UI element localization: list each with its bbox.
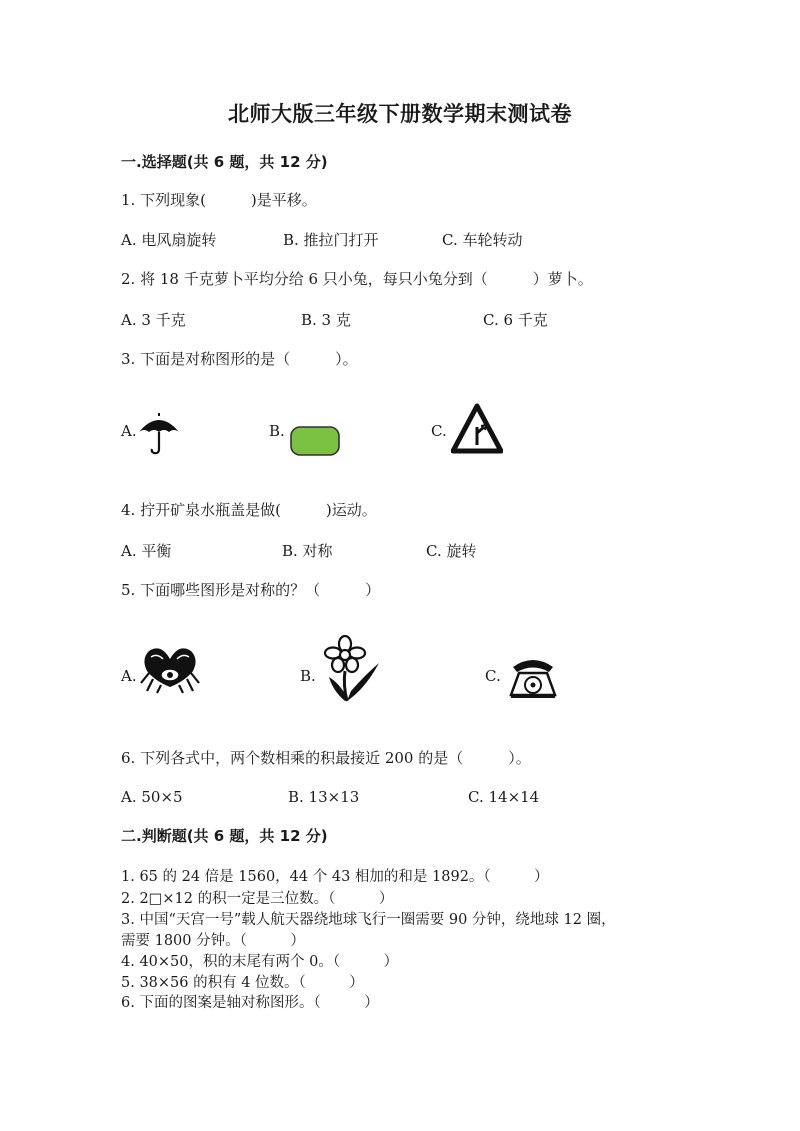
judgment-item-2: 2. 2□×12 的积一定是三位数。（ ）	[121, 891, 394, 907]
question-5-option-a: A.	[121, 667, 137, 685]
question-3-option-b: B.	[269, 422, 285, 440]
judgment-item-1: 1. 65 的 24 倍是 1560，44 个 43 相加的和是 1892。（ ）	[121, 869, 549, 885]
green-rounded-rectangle	[289, 425, 341, 457]
judgment-item-4: 4. 40×50，积的末尾有两个 0。（ ）	[121, 954, 399, 970]
question-4-option-c: C. 旋转	[426, 542, 477, 560]
bug-icon	[139, 645, 201, 695]
question-4-option-a: A. 平衡	[121, 542, 172, 560]
question-3-option-a: A.	[121, 422, 137, 440]
question-6-option-b: B. 13×13	[288, 788, 360, 806]
question-2-option-b: B. 3 克	[301, 311, 351, 329]
telephone-icon	[507, 655, 559, 701]
question-1-option-a: A. 电风扇旋转	[121, 231, 217, 249]
question-3-stem: 3. 下面是对称图形的是（ ）。	[121, 350, 358, 368]
question-1-option-b: B. 推拉门打开	[283, 231, 379, 249]
section-heading-true-false: 二.判断题(共 6 题，共 12 分)	[121, 827, 328, 845]
question-2-option-c: C. 6 千克	[483, 311, 548, 329]
judgment-item-3: 3. 中国“天宫一号”载人航天器绕地球飞行一圈需要 90 分钟，绕地球 12 圈，	[121, 912, 616, 928]
flower-icon	[321, 635, 383, 703]
question-1-option-c: C. 车轮转动	[442, 231, 523, 249]
question-4-stem: 4. 拧开矿泉水瓶盖是做( )运动。	[121, 501, 377, 519]
question-1-stem: 1. 下列现象( )是平移。	[121, 191, 317, 209]
question-6-option-a: A. 50×5	[121, 788, 183, 806]
judgment-item-5: 5. 38×56 的积有 4 位数。（ ）	[121, 975, 364, 991]
section-heading-multiple-choice: 一.选择题(共 6 题，共 12 分)	[121, 153, 328, 171]
warning-sign-icon	[451, 403, 503, 455]
question-5-stem: 5. 下面哪些图形是对称的？（ ）	[121, 581, 381, 599]
umbrella-icon	[137, 412, 181, 456]
question-2-option-a: A. 3 千克	[121, 311, 186, 329]
question-5-option-b: B.	[300, 667, 316, 685]
question-2-stem: 2. 将 18 千克萝卜平均分给 6 只小兔，每只小兔分到（ ）萝卜。	[121, 270, 593, 288]
question-5-option-c: C.	[485, 667, 501, 685]
page-title: 北师大版三年级下册数学期末测试卷	[228, 101, 572, 126]
judgment-item-6: 6. 下面的图案是轴对称图形。（ ）	[121, 995, 379, 1011]
question-3-option-c: C.	[431, 422, 447, 440]
judgment-item-3-continued: 需要 1800 分钟。（ ）	[121, 933, 305, 949]
question-6-option-c: C. 14×14	[468, 788, 540, 806]
question-6-stem: 6. 下列各式中，两个数相乘的积最接近 200 的是（ ）。	[121, 749, 531, 767]
question-4-option-b: B. 对称	[282, 542, 333, 560]
